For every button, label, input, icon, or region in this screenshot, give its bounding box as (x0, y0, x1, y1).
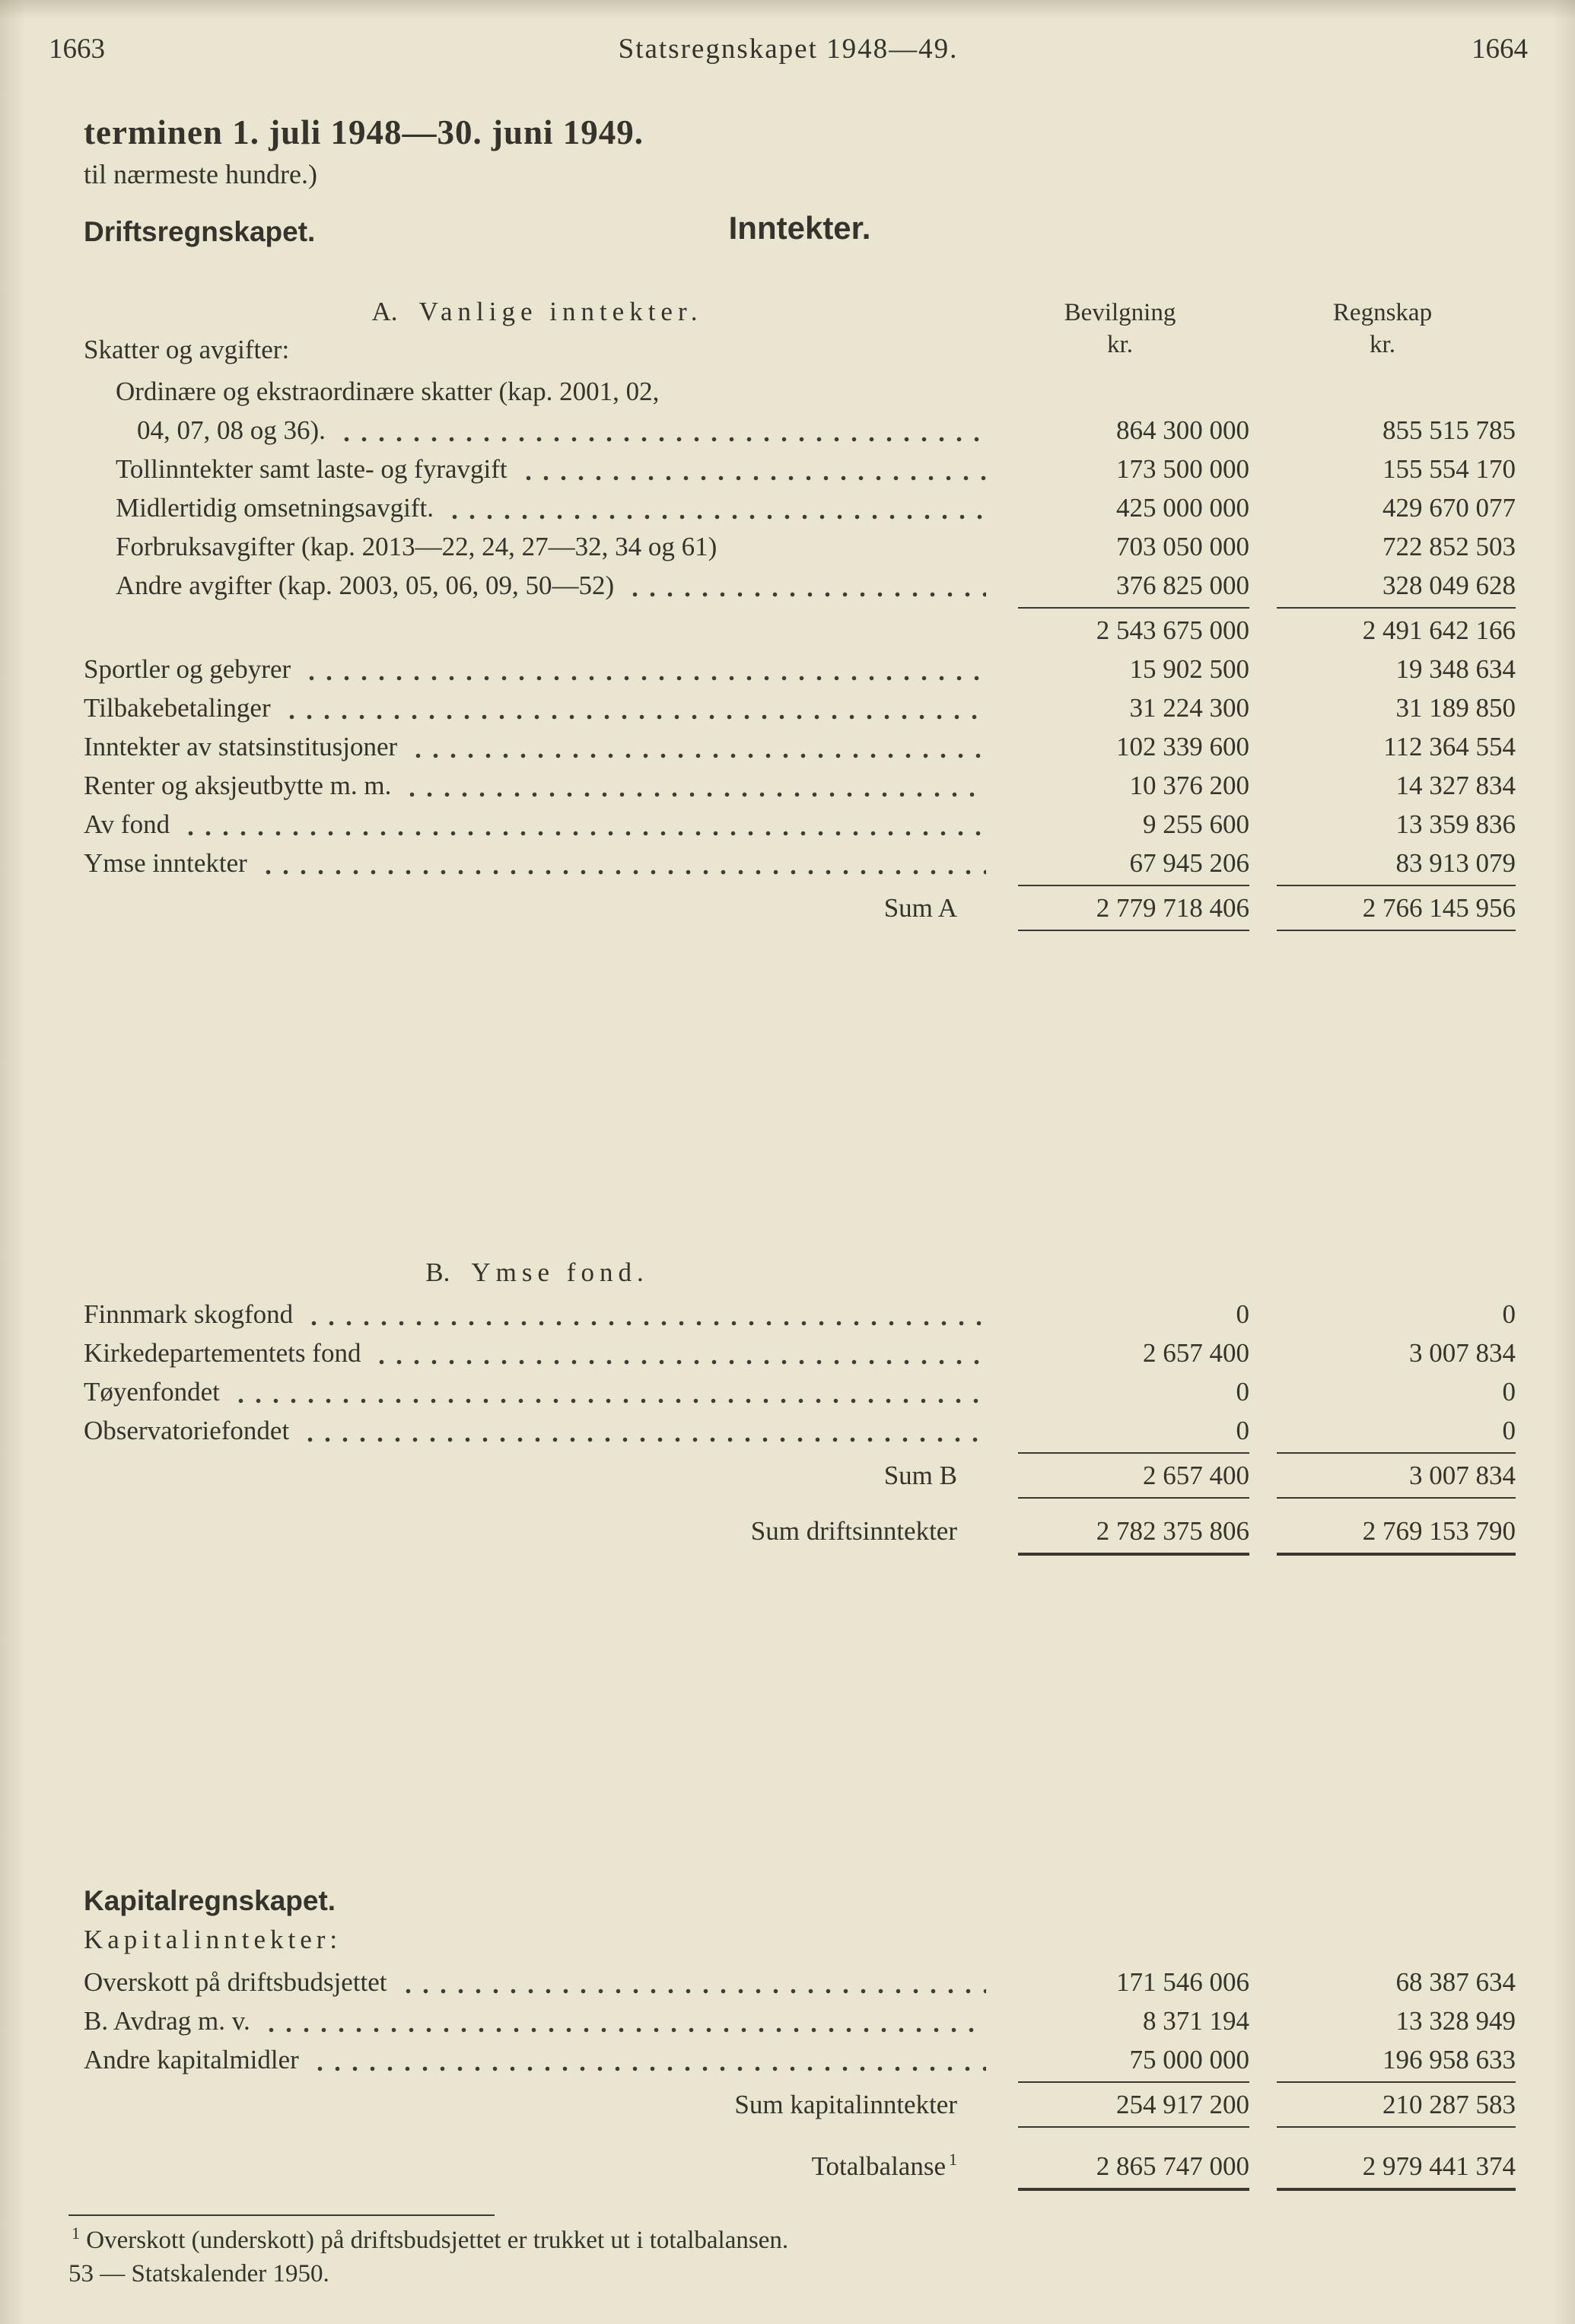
table-row (84, 844, 1516, 882)
dot-leader (311, 2044, 986, 2079)
rule-line (1277, 1553, 1516, 1556)
bevilgning-value: 15 902 500 (1129, 654, 1249, 684)
footnote-line-2: 53 — Statskalender 1950. (68, 2260, 329, 2287)
rule-row (84, 927, 1516, 933)
rule-line (1277, 2188, 1516, 2191)
sum-label-cell (84, 2147, 991, 2186)
bevilgning-value: 425 000 000 (1116, 493, 1249, 523)
rule-row (84, 1550, 1516, 1556)
dot-leader (305, 1299, 986, 1334)
row-label-cell (84, 650, 991, 688)
section-b-table (84, 1295, 1516, 1556)
regnskap-value: 68 387 634 (1395, 1967, 1516, 1997)
sum-label-cell (84, 1512, 991, 1550)
section-a-heading (84, 293, 991, 331)
row-label-cell (84, 688, 991, 727)
totalbalanse-row (84, 2147, 1516, 2186)
sum-label: Sum kapitalinntekter (734, 2090, 957, 2119)
row-label: Forbruksavgifter (kap. 2013—22, 24, 27—32, 34 og 61) (116, 532, 718, 561)
rule-line (1277, 930, 1516, 931)
row-label-cell (84, 450, 991, 488)
bevilgning-value: 2 779 718 406 (1096, 893, 1249, 923)
table-row (84, 566, 1516, 605)
rule-row (84, 882, 1516, 889)
kapital-table (84, 1963, 1516, 2192)
bevilgning-value: 2 782 375 806 (1096, 1516, 1249, 1546)
dot-leader (182, 809, 986, 844)
section-a-letter: A. (371, 297, 398, 326)
row-label: Ymse inntekter (84, 848, 247, 878)
regnskap-title: Regnskap (1332, 299, 1433, 326)
dot-leader (301, 1415, 986, 1450)
row-label-cell (84, 1963, 991, 2001)
row-label-cell (84, 527, 991, 566)
rounding-note: til nærmeste hundre.) (84, 159, 317, 189)
bevilgning-value: 9 255 600 (1143, 809, 1249, 839)
bevilgning-value: 2 543 675 000 (1096, 615, 1249, 645)
regnskap-value: 196 958 633 (1382, 2045, 1516, 2074)
sum-label: Sum A (883, 893, 957, 923)
bevilgning-title: Bevilgning (1064, 299, 1176, 326)
rule-line (1018, 2188, 1249, 2191)
regnskap-value: 0 (1502, 1299, 1516, 1329)
table-row (84, 2040, 1516, 2079)
rule-line (1277, 1497, 1516, 1499)
row-label-cell (84, 766, 991, 805)
row-label: Inntekter av statsinstitusjoner (84, 732, 398, 761)
bevilgning-value: 0 (1236, 1416, 1249, 1445)
footnote-line-1 (68, 2224, 1516, 2257)
bevilgning-value: 67 945 206 (1129, 848, 1249, 878)
running-head (49, 32, 1528, 67)
dot-leader (446, 492, 986, 527)
section-a-title: Vanlige inntekter. (418, 297, 703, 326)
row-label: 04, 07, 08 og 36). (137, 415, 326, 445)
inntekter-heading: Inntekter. (728, 210, 871, 246)
row-label-cell (84, 2040, 991, 2079)
row-label-cell (84, 1411, 991, 1450)
dot-leader (259, 847, 986, 882)
dot-leader (232, 1376, 986, 1411)
rule-line (1018, 2081, 1249, 2083)
table-row (84, 450, 1516, 488)
row-label-cell (84, 2001, 991, 2040)
row-label: Kirkedepartementets fond (84, 1338, 361, 1368)
sum-a-row (84, 889, 1516, 927)
regnskap-value: 722 852 503 (1382, 532, 1516, 561)
regnskap-value: 155 554 170 (1382, 454, 1516, 484)
dot-leader (373, 1337, 986, 1372)
footnote-marker: 1 (72, 2224, 80, 2243)
row-label: Midlertidig omsetningsavgift. (116, 493, 434, 523)
sum-driftsinntekter-row (84, 1512, 1516, 1550)
regnskap-value: 14 327 834 (1395, 771, 1516, 800)
row-label: Tøyenfondet (84, 1377, 220, 1407)
table-row (84, 727, 1516, 766)
rule-line (1018, 1553, 1249, 1556)
regnskap-value: 13 359 836 (1395, 809, 1516, 839)
rule-row (84, 2079, 1516, 2085)
footnote-text: Overskott (underskott) på driftsbudsjettet er trukket ut i totalbalansen. (86, 2227, 789, 2254)
rule-line (1277, 607, 1516, 609)
term-heading: terminen 1. juli 1948—30. juni 1949. (84, 113, 644, 151)
regnskap-value: 855 515 785 (1382, 415, 1516, 445)
rule-line (1018, 930, 1249, 931)
row-label-cell (84, 1334, 991, 1372)
dot-leader (626, 570, 986, 605)
bevilgning-value: 31 224 300 (1129, 693, 1249, 723)
table-row (84, 1411, 1516, 1450)
regnskap-value: 0 (1502, 1416, 1516, 1445)
sum-label: Sum driftsinntekter (750, 1516, 957, 1546)
bevilgning-value: 75 000 000 (1129, 2045, 1249, 2074)
bevilgning-unit: kr. (1107, 331, 1133, 358)
table-row (84, 372, 1516, 411)
regnskap-value: 2 769 153 790 (1362, 1516, 1516, 1546)
bevilgning-value: 173 500 000 (1116, 454, 1249, 484)
table-header (84, 291, 1516, 369)
column-header-regnskap (1249, 291, 1516, 361)
row-label: Observatoriefondet (84, 1416, 290, 1445)
row-label: Av fond (84, 809, 170, 839)
bevilgning-value: 0 (1236, 1377, 1249, 1407)
rule-line (1018, 607, 1249, 609)
row-label: Sportler og gebyrer (84, 654, 291, 684)
regnskap-value: 210 287 583 (1382, 2090, 1516, 2119)
table-row (84, 805, 1516, 844)
column-header-bevilgning (991, 291, 1249, 361)
regnskap-value: 19 348 634 (1395, 654, 1516, 684)
rule-line (1018, 885, 1249, 886)
rule-line (1277, 2081, 1516, 2083)
regnskap-value: 2 766 145 956 (1362, 893, 1516, 923)
row-label-cell (84, 411, 991, 450)
row-label: Overskott på driftsbudsjettet (84, 1967, 387, 1997)
table-row (84, 488, 1516, 527)
table-row (84, 1372, 1516, 1411)
row-label: Tilbakebetalinger (84, 693, 271, 723)
sum-label: Sum B (883, 1461, 957, 1490)
rule-row (84, 2186, 1516, 2192)
table-row (84, 1963, 1516, 2001)
table-row (84, 688, 1516, 727)
sum-label-cell (84, 889, 991, 927)
document-title: Statsregnskapet 1948—49. (618, 33, 959, 65)
driftsregnskapet-label: Driftsregnskapet. (84, 216, 316, 247)
table-row (84, 766, 1516, 805)
regnskap-value: 0 (1502, 1377, 1516, 1407)
regnskap-unit: kr. (1370, 331, 1395, 358)
row-label-cell (84, 1295, 991, 1334)
bevilgning-value: 2 657 400 (1143, 1461, 1249, 1490)
regnskap-value: 13 328 949 (1395, 2006, 1516, 2036)
rule-line (1277, 885, 1516, 886)
row-label: Tollinntekter samt laste- og fyravgift (116, 454, 508, 484)
dot-leader (409, 731, 986, 766)
bevilgning-value: 376 825 000 (1116, 571, 1249, 600)
rule-row (84, 2124, 1516, 2130)
footnote (68, 2214, 1516, 2291)
sum-b-row (84, 1456, 1516, 1495)
footnote-reference: 1 (949, 2150, 957, 2170)
rule-row (84, 605, 1516, 611)
subtotal-row (84, 611, 1516, 650)
footnote-rule (68, 2214, 495, 2216)
dot-leader (262, 2005, 986, 2040)
section-b-heading (84, 1253, 991, 1292)
rule-row (84, 1495, 1516, 1501)
table-row (84, 650, 1516, 688)
row-label: Ordinære og ekstraordinære skatter (kap. 2001, 02, (116, 377, 660, 406)
dot-leader (303, 653, 986, 688)
row-label-cell (84, 488, 991, 527)
rule-row (84, 1450, 1516, 1456)
page-number-left: 1663 (49, 33, 105, 65)
row-label-cell (84, 844, 991, 882)
section-b-heading-row (84, 1253, 1516, 1292)
subheading-row (84, 210, 1516, 253)
dot-leader (520, 453, 986, 488)
dot-leader (338, 415, 986, 450)
bevilgning-value: 2 657 400 (1143, 1338, 1249, 1368)
table-row (84, 527, 1516, 566)
regnskap-value: 31 189 850 (1395, 693, 1516, 723)
table-row (84, 1295, 1516, 1334)
bevilgning-value: 10 376 200 (1129, 771, 1249, 800)
kapitalinntekter-subheading: Kapitalinntekter: (84, 1925, 342, 1954)
regnskap-value: 2 491 642 166 (1362, 615, 1516, 645)
table-row (84, 1334, 1516, 1372)
regnskap-value: 2 979 441 374 (1362, 2151, 1516, 2181)
bevilgning-value: 171 546 006 (1116, 1967, 1249, 1997)
row-label: Finnmark skogfond (84, 1299, 294, 1329)
bevilgning-value: 8 371 194 (1143, 2006, 1249, 2036)
bevilgning-value: 2 865 747 000 (1096, 2151, 1249, 2181)
bevilgning-value: 0 (1236, 1299, 1249, 1329)
row-label: Renter og aksjeutbytte m. m. (84, 771, 392, 800)
regnskap-value: 83 913 079 (1395, 848, 1516, 878)
row-label-cell (84, 727, 991, 766)
regnskap-value: 3 007 834 (1409, 1338, 1516, 1368)
rule-line (1018, 2126, 1249, 2128)
regnskap-value: 328 049 628 (1382, 571, 1516, 600)
page-number-right: 1664 (1472, 33, 1528, 65)
bevilgning-value: 254 917 200 (1116, 2090, 1249, 2119)
row-label-cell (84, 566, 991, 605)
bevilgning-value: 102 339 600 (1116, 732, 1249, 761)
regnskap-value: 112 364 554 (1383, 732, 1516, 761)
row-label: B. Avdrag m. v. (84, 2006, 250, 2036)
section-a-table (84, 372, 1516, 933)
group-label: Skatter og avgifter: (84, 335, 290, 364)
row-label-cell (84, 805, 991, 844)
section-b-letter: B. (425, 1257, 450, 1287)
rule-line (1277, 1452, 1516, 1454)
section-b-title: Ymse fond. (471, 1257, 649, 1287)
dot-leader (403, 770, 986, 805)
rule-line (1018, 1497, 1249, 1499)
dot-leader (399, 1966, 986, 2001)
sum-kapitalinntekter-row (84, 2085, 1516, 2124)
table-header-left (84, 293, 991, 369)
row-label-cell (84, 1372, 991, 1411)
bevilgning-value: 703 050 000 (1116, 532, 1249, 561)
regnskap-value: 429 670 077 (1382, 493, 1516, 523)
kapitalregnskapet-heading: Kapitalregnskapet. (84, 1885, 336, 1916)
sum-label-cell (84, 1456, 991, 1495)
sum-label-cell (84, 2085, 991, 2124)
totalbalanse-label: Totalbalanse $^1$ (811, 2150, 957, 2181)
regnskap-value: 3 007 834 (1409, 1461, 1516, 1490)
table-row (84, 411, 1516, 450)
rule-line (1018, 1452, 1249, 1454)
dot-leader (283, 692, 986, 727)
row-label-cell (84, 372, 991, 411)
row-label: Andre avgifter (kap. 2003, 05, 06, 09, 50—52) (116, 571, 615, 600)
table-row (84, 2001, 1516, 2040)
bevilgning-value: 864 300 000 (1116, 415, 1249, 445)
rule-line (1277, 2126, 1516, 2128)
row-label: Andre kapitalmidler (84, 2045, 299, 2074)
